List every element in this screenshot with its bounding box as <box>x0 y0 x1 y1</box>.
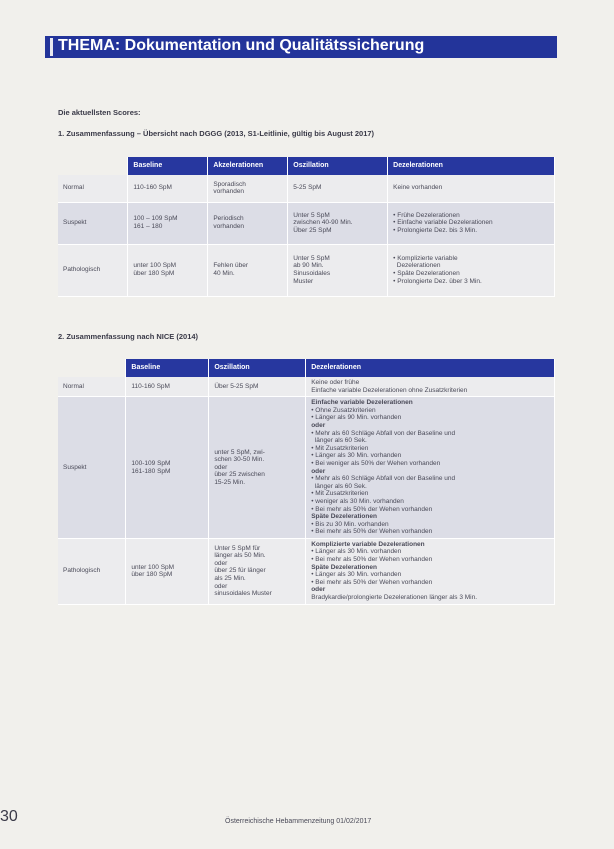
dezelerationen-cell <box>388 175 555 202</box>
col-header: Oszillation <box>209 359 306 377</box>
cell-line: oder <box>311 467 326 475</box>
cell-line: länger als 60 Sek. <box>311 482 367 490</box>
cell-line: Fehlen über <box>213 262 249 270</box>
cell-line: Normal <box>63 184 84 192</box>
cell-line: Unter 5 SpM <box>293 254 330 262</box>
table-corner <box>58 359 126 377</box>
cell-line: 100-109 SpM <box>131 459 171 467</box>
cell-line: • Länger als 30 Min. vorhanden <box>311 548 402 556</box>
dezelerationen-cell <box>388 202 555 244</box>
cell-line: Muster <box>293 277 314 285</box>
cell-line: Sinusoidales <box>293 270 331 277</box>
cell-line: 5-25 SpM <box>293 184 322 192</box>
oszillation-cell <box>288 175 388 202</box>
table-row <box>58 202 555 244</box>
col-header: Oszillation <box>288 157 388 175</box>
cell-line: oder <box>214 559 228 567</box>
baseline-cell <box>128 202 208 244</box>
oszillation-cell <box>209 538 306 604</box>
cell-line: 110-160 SpM <box>133 184 172 192</box>
baseline-cell <box>128 175 208 202</box>
cell-line: • Mit Zusatzkriterien <box>311 444 369 452</box>
cell-line: 15-25 Min. <box>214 478 246 486</box>
cell-line: länger als 50 Min. <box>214 552 266 560</box>
cell-line: länger als 60 Sek. <box>311 437 367 445</box>
table-row <box>58 377 555 397</box>
cell-line: ab 90 Min. <box>293 262 324 270</box>
row-label <box>58 202 128 244</box>
section2-title: 2. Zusammenfassung nach NICE (2014) <box>58 332 199 341</box>
cell-line: • Mit Zusatzkriterien <box>311 490 369 498</box>
dezelerationen-cell <box>388 244 555 296</box>
dezelerationen-cell <box>306 397 555 539</box>
cell-line: unter 100 SpM <box>131 563 175 571</box>
cell-line: • Länger als 30 Min. vorhanden <box>311 452 402 460</box>
cell-line: • Bei weniger als 50% der Wehen vorhanden <box>311 459 441 467</box>
cell-line: Über 5-25 SpM <box>214 382 259 390</box>
cell-line: Späte Dezelerationen <box>311 563 377 571</box>
cell-line: über 25 für länger <box>214 567 266 575</box>
cell-line: • Bei mehr als 50% der Wehen vorhanden <box>311 578 433 586</box>
footer-source: Österreichische Hebammenzeitung 01/02/2017 <box>225 818 372 825</box>
table-row <box>58 175 555 202</box>
cell-line: als 25 Min. <box>214 575 246 583</box>
cell-line: Bradykardie/prolongierte Dezelerationen länger als 3 Min. <box>311 594 478 602</box>
cell-line: oder <box>311 421 326 429</box>
table-row <box>58 244 555 296</box>
cell-line: Dezelerationen <box>393 262 441 270</box>
table-row <box>58 538 555 604</box>
cell-line: oder <box>311 586 326 594</box>
cell-line: • Länger als 90 Min. vorhanden <box>311 414 402 422</box>
cell-line: Einfache variable Dezelerationen <box>311 399 413 407</box>
row-label <box>58 377 126 397</box>
row-label <box>58 244 128 296</box>
cell-line: • Bei mehr als 50% der Wehen vorhanden <box>311 528 433 536</box>
col-header: Baseline <box>126 359 209 377</box>
cell-line: sinusoidales Muster <box>214 590 272 598</box>
baseline-cell <box>128 244 208 296</box>
cell-line: • Bis zu 30 Min. vorhanden <box>311 520 389 528</box>
cell-line: vorhanden <box>213 188 245 196</box>
col-header: Akzelerationen <box>208 157 288 175</box>
intro-text: Die aktuellsten Scores: <box>58 108 141 117</box>
table-corner <box>58 157 128 175</box>
oszillation-cell <box>288 244 388 296</box>
table-row <box>58 397 555 539</box>
cell-line: Pathologisch <box>63 567 101 575</box>
cell-line: über 180 SpM <box>133 270 175 277</box>
oszillation-cell <box>288 202 388 244</box>
cell-line: unter 5 SpM, zwi- <box>214 448 265 456</box>
cell-line: Keine oder frühe <box>311 379 360 386</box>
akzelerationen-cell <box>208 175 288 202</box>
col-header: Dezelerationen <box>388 157 555 175</box>
baseline-cell <box>126 377 209 397</box>
cell-line: oder <box>214 463 228 471</box>
cell-line: • Komplizierte variable <box>393 254 458 262</box>
cell-line: • Einfache variable Dezelerationen <box>393 219 493 227</box>
page-title: THEMA: Dokumentation und Qualitätssicherung <box>58 37 425 54</box>
cell-line: Pathologisch <box>63 266 101 274</box>
banner-accent-bar <box>50 38 53 56</box>
dezelerationen-cell <box>306 377 555 397</box>
cell-line: schen 30-50 Min. <box>214 456 265 464</box>
cell-line: Keine vorhanden <box>393 184 443 192</box>
cell-line: • weniger als 30 Min. vorhanden <box>311 497 404 505</box>
cell-line: unter 100 SpM <box>133 262 177 270</box>
cell-line: 110-160 SpM <box>131 382 170 390</box>
dezelerationen-cell <box>306 538 555 604</box>
baseline-cell <box>126 397 209 539</box>
cell-line: 161-180 SpM <box>131 467 171 475</box>
cell-line: • Prolongierte Dez. bis 3 Min. <box>393 226 478 234</box>
cell-line: vorhanden <box>213 223 245 230</box>
baseline-cell <box>126 538 209 604</box>
cell-line: Unter 5 SpM <box>293 211 330 219</box>
cell-line: • Bei mehr als 50% der Wehen vorhanden <box>311 505 433 513</box>
cell-line: • Bei mehr als 50% der Wehen vorhanden <box>311 556 433 564</box>
akzelerationen-cell <box>208 244 288 296</box>
cell-line: oder <box>214 582 228 590</box>
cell-line: • Späte Dezelerationen <box>393 270 460 277</box>
cell-line: Normal <box>63 382 84 390</box>
nice-table <box>58 359 555 605</box>
row-label <box>58 397 126 539</box>
cell-line: • Mehr als 60 Schläge Abfall von der Baseline und <box>311 429 456 437</box>
cell-line: Späte Dezelerationen <box>311 513 377 521</box>
cell-line: über 25 zwischen <box>214 471 265 479</box>
title-banner <box>45 36 557 58</box>
cell-line: zwischen 40-90 Min. <box>293 219 353 227</box>
cell-line: 161 – 180 <box>133 223 163 230</box>
cell-line: Sporadisch <box>213 180 246 188</box>
cell-line: • Länger als 30 Min. vorhanden <box>311 571 402 579</box>
section1-title: 1. Zusammenfassung – Übersicht nach DGGG (2013, S1-Leitlinie, gültig bis August 2017) <box>58 129 375 138</box>
cell-line: Unter 5 SpM für <box>214 544 261 552</box>
cell-line: Komplizierte variable Dezelerationen <box>311 540 425 548</box>
cell-line: • Mehr als 60 Schläge Abfall von der Baseline und <box>311 475 456 483</box>
page-number: 30 <box>0 808 18 825</box>
cell-line: • Prolongierte Dez. über 3 Min. <box>393 277 482 285</box>
oszillation-cell <box>209 377 306 397</box>
cell-line: • Ohne Zusatzkriterien <box>311 406 376 414</box>
cell-line: 40 Min. <box>213 270 235 277</box>
cell-line: Suspekt <box>63 463 87 471</box>
cell-line: Suspekt <box>63 219 87 227</box>
cell-line: Periodisch <box>213 215 244 223</box>
cell-line: 100 – 109 SpM <box>133 215 178 223</box>
cell-line: Einfache variable Dezelerationen ohne Zusatzkriterien <box>311 386 468 394</box>
cell-line: Über 25 SpM <box>293 226 332 234</box>
row-label <box>58 175 128 202</box>
cell-line: über 180 SpM <box>131 571 173 579</box>
row-label <box>58 538 126 604</box>
akzelerationen-cell <box>208 202 288 244</box>
dggg-table <box>58 157 555 297</box>
col-header: Dezelerationen <box>306 359 555 377</box>
col-header: Baseline <box>128 157 208 175</box>
oszillation-cell <box>209 397 306 539</box>
cell-line: • Frühe Dezelerationen <box>393 211 460 219</box>
